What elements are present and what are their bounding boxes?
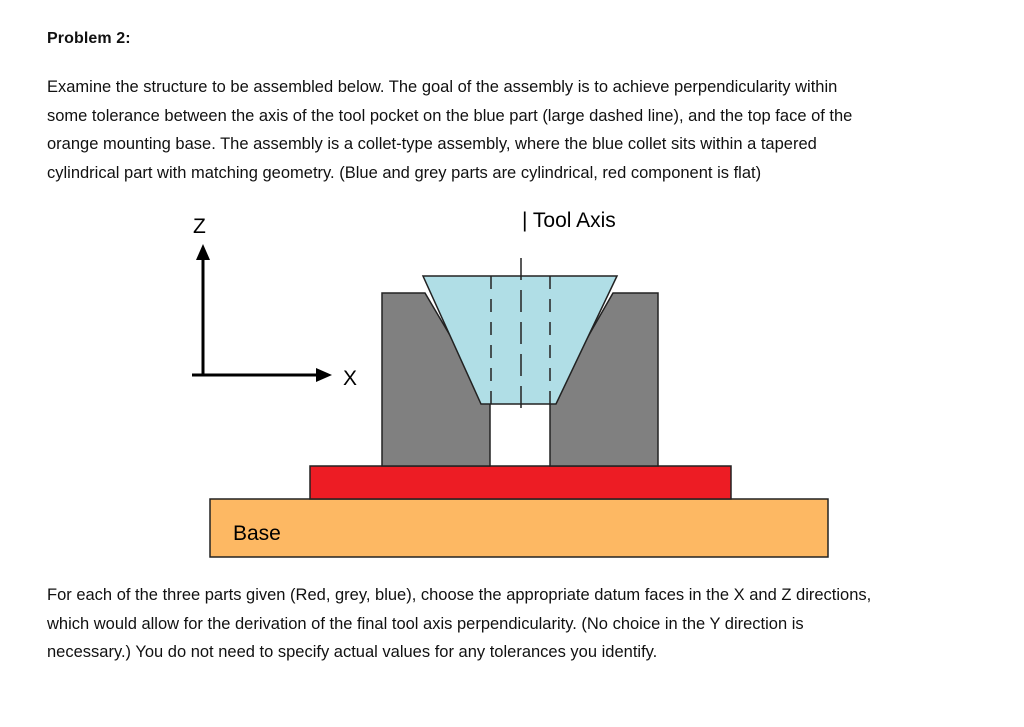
instructions-line: necessary.) You do not need to specify actual values for any tolerances you identify. <box>47 643 658 661</box>
z-axis-arrowhead <box>196 244 210 260</box>
z-axis-label: Z <box>193 215 206 238</box>
coordinate-axes <box>192 215 357 390</box>
intro-line: some tolerance between the axis of the tool pocket on the blue part (large dashed line), and the top face of the <box>47 106 853 125</box>
instructions-line: For each of the three parts given (Red, grey, blue), choose the appropriate datum faces in the X and Z directions, <box>47 586 872 604</box>
intro-line: cylindrical part with matching geometry. (Blue and grey parts are cylindrical, red component is flat) <box>47 163 762 182</box>
intro-line: Examine the structure to be assembled below. The goal of the assembly is to achieve perpendicularity within <box>47 78 838 96</box>
intro-line: orange mounting base. The assembly is a collet-type assembly, where the blue collet sits within a tapered <box>47 135 817 153</box>
instructions-paragraph <box>47 581 987 667</box>
orange-base <box>210 499 828 557</box>
base-label: Base <box>233 522 281 545</box>
tool-axis-label: | Tool Axis <box>522 209 616 232</box>
instructions-line: which would allow for the derivation of the final tool axis perpendicularity. (No choice in the Y direction is <box>47 614 804 633</box>
x-axis-arrowhead <box>316 368 332 382</box>
red-plate <box>310 466 731 499</box>
x-axis-label: X <box>343 367 358 390</box>
problem-heading: Problem 2: <box>47 30 131 47</box>
